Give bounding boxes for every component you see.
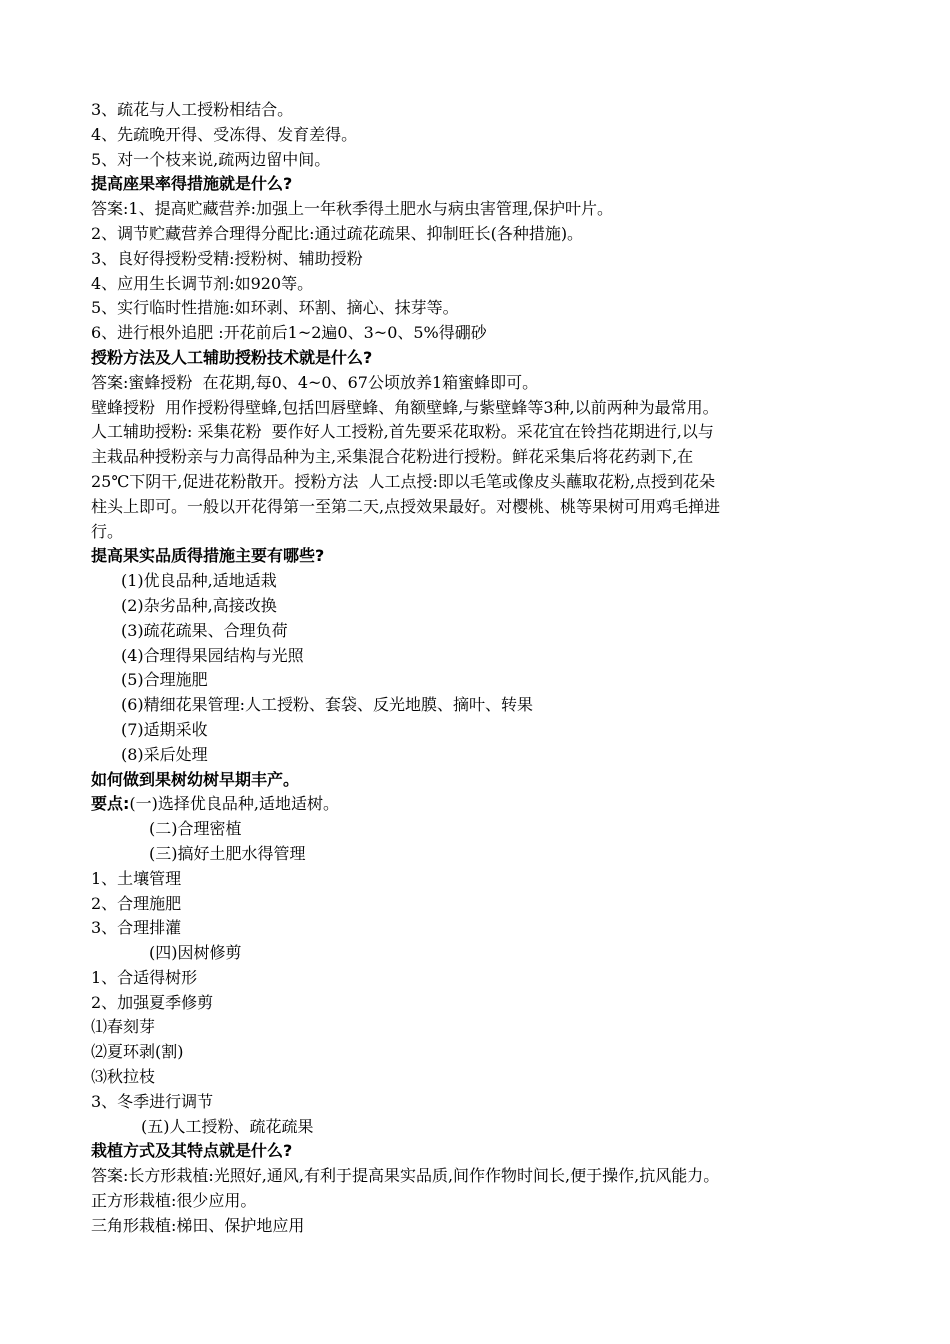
answer-line: 三角形栽植:梯田、保护地应用	[91, 1215, 305, 1235]
list-item: (2)杂劣品种,高接改换	[121, 595, 277, 615]
paragraph-line: 主栽品种授粉亲与力高得品种为主,采集混合花粉进行授粉。鲜花采集后将花药剥下,在	[91, 447, 694, 467]
answer-line: 2、调节贮藏营养合理得分配比:通过疏花疏果、抑制旺长(各种措施)。	[91, 223, 584, 243]
question-heading: 栽植方式及其特点就是什么?	[91, 1141, 293, 1161]
paragraph-line: 柱头上即可。一般以开花得第一至第二天,点授效果最好。对樱桃、桃等果树可用鸡毛掸进	[91, 496, 721, 516]
answer-line: 4、应用生长调节剂:如920等。	[91, 273, 314, 293]
question-heading: 授粉方法及人工辅助授粉技术就是什么?	[91, 347, 373, 367]
paragraph-line: 行。	[91, 521, 124, 541]
key-point: (四)因树修剪	[149, 943, 242, 963]
answer-line: 3、良好得授粉受精:授粉树、辅助授粉	[91, 248, 363, 268]
list-item: (7)适期采收	[121, 719, 208, 739]
sub-sub-item: ⑴春刻芽	[91, 1017, 156, 1037]
paragraph-line: 25℃下阴干,促进花粉散开。授粉方法 人工点授:即以毛笔或像皮头蘸取花粉,点授到花朵	[91, 471, 715, 491]
key-point: (五)人工授粉、疏花疏果	[141, 1116, 314, 1136]
paragraph-line: 人工辅助授粉: 采集花粉 要作好人工授粉,首先要采花取粉。采花宜在铃挡花期进行,以与	[91, 422, 714, 442]
sub-item: 3、合理排灌	[91, 918, 182, 938]
list-item: (5)合理施肥	[121, 670, 208, 690]
key-point: (三)搞好土肥水得管理	[149, 843, 306, 863]
sub-item: 1、合适得树形	[91, 967, 198, 987]
answer-line: 6、进行根外追肥 :开花前后1~2遍0、3~0、5%得硼砂	[91, 323, 487, 343]
answer-line: 壁蜂授粉 用作授粉得壁蜂,包括凹唇壁蜂、角额壁蜂,与紫壁蜂等3种,以前两种为最常用。	[91, 397, 719, 417]
document-page	[91, 98, 871, 1239]
key-points-label: 要点:	[91, 794, 130, 814]
key-point: (二)合理密植	[149, 819, 242, 839]
question-heading: 提高果实品质得措施主要有哪些?	[91, 546, 325, 566]
sub-item: 2、加强夏季修剪	[91, 992, 214, 1012]
question-heading: 提高座果率得措施就是什么?	[91, 174, 293, 194]
key-point-text: (一)选择优良品种,适地适树。	[129, 794, 339, 814]
sub-item: 1、土壤管理	[91, 868, 182, 888]
answer-line: 答案:1、提高贮藏营养:加强上一年秋季得土肥水与病虫害管理,保护叶片。	[91, 199, 614, 219]
answer-line: 答案:蜜蜂授粉 在花期,每0、4~0、67公顷放养1箱蜜蜂即可。	[91, 372, 539, 392]
list-item: (8)采后处理	[121, 744, 208, 764]
key-points-line	[91, 792, 871, 817]
sub-sub-item: ⑶秋拉枝	[91, 1067, 156, 1087]
sub-sub-item: ⑵夏环剥(割)	[91, 1042, 184, 1062]
list-item: (6)精细花果管理:人工授粉、套袋、反光地膜、摘叶、转果	[121, 695, 534, 715]
question-heading: 如何做到果树幼树早期丰产。	[91, 769, 300, 789]
answer-line: 5、实行临时性措施:如环剥、环割、摘心、抹芽等。	[91, 298, 459, 318]
answer-line: 正方形栽植:很少应用。	[91, 1191, 257, 1211]
text-line: 3、疏花与人工授粉相结合。	[91, 100, 294, 119]
list-item: (1)优良品种,适地适栽	[121, 571, 277, 591]
list-item: (3)疏花疏果、合理负荷	[121, 620, 288, 640]
text-line: 4、先疏晚开得、受冻得、发育差得。	[91, 124, 358, 144]
sub-item: 3、冬季进行调节	[91, 1091, 214, 1111]
list-item: (4)合理得果园结构与光照	[121, 645, 304, 665]
sub-item: 2、合理施肥	[91, 893, 182, 913]
text-line: 5、对一个枝来说,疏两边留中间。	[91, 149, 331, 169]
answer-line: 答案:长方形栽植:光照好,通风,有利于提高果实品质,间作作物时间长,便于操作,抗风能力。	[91, 1166, 720, 1186]
